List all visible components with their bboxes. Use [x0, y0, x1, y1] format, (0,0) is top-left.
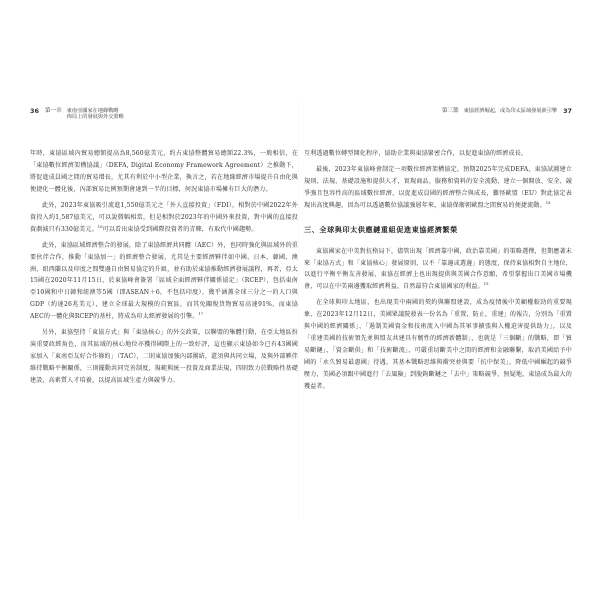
left-header-title	[67, 108, 124, 120]
left-page	[30, 108, 298, 508]
right-chapter: 第三節	[441, 108, 459, 114]
footnote-ref: 17	[198, 312, 204, 317]
section-heading: 三、全球與印太供應鏈重組促進東協經濟繁榮	[304, 224, 458, 234]
left-folio: 36	[30, 107, 39, 115]
right-paragraph-2: 最後，2023年東協峰會制定一項數位經濟架構協定，預期2025年完成DEFA，東協試圖建立規則、法規、基礎設施和提供人才，實現商品、服務和資料的安全流動，建立一個開放、安全、競爭強且包容性高的區域數位經濟，以促進成員國的經濟整合與成長，難怪歐盟（EU）對此協定表現出高度興趣，因為可以透過數位協議強層年來，東協保衛朝歐盟之間貿易的便捷流動。$^{18}$	[304, 166, 572, 209]
right-paragraph-1: 互利透過數位轉型開化程序，協助企業與東協緊密合作，以促進東協的經濟成長。	[304, 150, 528, 157]
right-paragraph-4: 在全球與印太地區，也出現美中兩國的契約與聯盟建設，成為疫情後中美顧權較勁的重要現象，在2023年12月12日，美國眾議院發表一份名為「重置，防止，重建」的報告，分別為「重置與中國的經濟關係」、「遏制美國資金和技術流入中國為其軍事擴張與人權迫害提供助力」，以及「重建美國的技術領先並與盟友共建具有韌性的經濟新體制」，也就是「三個斷」的戰略，即「貿易斷鏈」、「資金斷供」和「技術斷流」，可嚴重切斷美中之間的經濟和金融聯繫，取消美國給予中國的「永久貿易最惠國」待遇，其基本戰略思維與衝突並與要「抗中保美」，降低中國崛起的競爭壓力，美國必須跟中國進行「去風險」到脫鉤斷鏈之「去中」策略競爭，無疑地，東協成為最大的獲益者。	[304, 299, 572, 390]
left-paragraph-2: 此外，2023年東協吸引流進1,550億美元之「外人直接投資」（FDI），相對於中國2022年外資投入約1,587億美元，可以說微幅相當，但是相對於2023年的中國外來投資，對中國的直接投資劇減只有330億美元。$^{16}$可以看出東協受到國際投資者的青睞，有取代中國趨勢。	[30, 201, 298, 233]
right-running-header	[304, 108, 572, 122]
left-chapter: 第一章	[44, 108, 62, 114]
left-running-header	[30, 108, 298, 122]
left-paragraph-1: 年時，東協區域內貿易總額提高為8,560億美元，約占東協整體貿易總額22.3%，一般相信，在「東協數位經濟架構協議」（DEFA, Digital Economy Framework Agreement）之推動下，將促進成員國之間的貿易增長，尤其有利於中小型企業，換言之，若在地緣經濟市場提升自由化與便捷化一體化後，內部貿易比例預期會達到一半的目標，何況東協市場擁有巨大的潛力。	[30, 150, 298, 193]
right-folio: 37	[563, 107, 572, 115]
footnote-ref: 19	[483, 282, 489, 287]
right-header-line1: 東協經濟崛起，成為印太區域發展新引擎	[463, 108, 558, 114]
footnote-ref: 16	[97, 224, 103, 229]
right-paragraph-3: 東協國家在中美對抗格局下，儘管出現「經濟靠中國，政治靠美國」的策略選擇，但期應著未來「東協方式」和「東協核心」發展原則，以不「靠邊或選邊」的態度，保持東協相對自主地位，以進行平衡平衡友善發展，東協在經濟上也出現提供與美國合作意願，希望掌握出口美國市場機會，可以在中美兩邊獲取經濟利益，自然最符合東協國家的利益。$^{19}$	[304, 247, 572, 291]
left-header-line2: 佈局上的發展與外交策略	[66, 114, 124, 121]
left-paragraph-4: 另外，東協堅持「東協方式」與「東協核心」的外交政策，以聯盟的集體行動，在亞太地區扮演重要政經角色，而其區域的核心地位亦獲得國際上的一致好評，這也顯示東協如今已有43國國家加入「東南亞友好合作條約」（TAC），二則東協加強內部團結，還須與共同立場，及與外部夥伴維持戰略平衡關係，三則擺動共同完善制度，規範與統一投資及商業法規，四則致力於戰略性基礎建設、高素質人才培養，以提高區域生產力與競爭力。	[30, 329, 298, 384]
right-header-title	[464, 108, 557, 114]
right-page	[304, 108, 572, 508]
left-body	[30, 148, 298, 387]
page-gutter	[298, 100, 299, 520]
left-header-line1: 東南亞國家在地緣戰略	[66, 108, 119, 114]
left-paragraph-3: 此外，東協區域經濟整合的發展，除了東協經濟共同體（AEC）外，也同時強化與區域外的重要伙伴合作，推動「東協加一」的經濟整合發展，尤其是主要經濟夥伴如中國、日本、韓國、澳洲、紐西蘭以及印度之間雙邊自由貿易協定的升級，並有助於東協推動經濟發展議程，再者，亞太15國在2020年11月15日，於東協峰會簽署「區域全面經濟夥伴關係協定」（RCEP），包括東南亞10國和中日韓和紐澳等5國（即ASEAN＋6，不包括印度），幾乎涵蓋全球三分之一的人口與GDP（約達26兆美元），建立全球最大規模的自貿區，而其免關稅貨物貿易高達91%，而東協AEC的一體化與RCEP的基柱，將成為印太經濟發展的引擎。$^{17}$	[30, 241, 298, 321]
right-body	[304, 148, 572, 393]
footnote-ref: 18	[545, 200, 551, 205]
